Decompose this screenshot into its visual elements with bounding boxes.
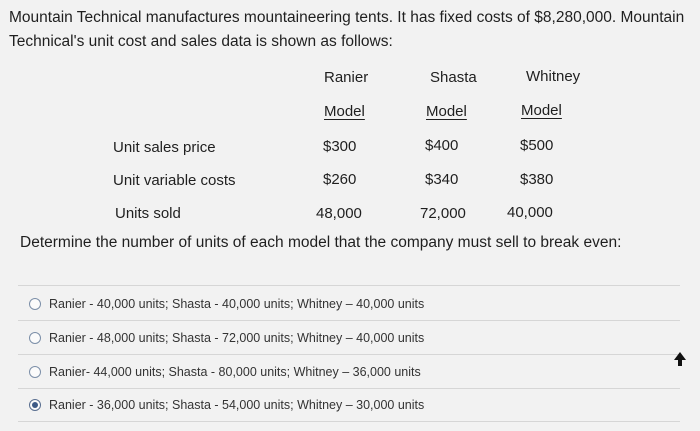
answer-option-1[interactable] xyxy=(29,297,424,311)
col-subheader-whitney: Model xyxy=(521,102,562,119)
radio-unselected-icon[interactable] xyxy=(29,332,41,344)
cell-price-shasta: $400 xyxy=(425,137,459,154)
cell-varcost-shasta: $340 xyxy=(425,171,459,188)
col-subheader-shasta: Model xyxy=(426,103,467,120)
divider xyxy=(18,320,680,321)
col-header-shasta: Shasta xyxy=(430,69,477,86)
cell-units-ranier: 48,000 xyxy=(316,205,362,222)
divider xyxy=(18,285,680,286)
col-header-whitney: Whitney xyxy=(526,68,581,85)
cell-varcost-ranier: $260 xyxy=(323,171,357,188)
cell-units-whitney: 40,000 xyxy=(507,204,553,221)
problem-intro: Mountain Technical manufactures mountaineering tents. It has fixed costs of $8,280,000. Mountain Technical's unit cost and sales data is shown as follows: xyxy=(9,9,685,50)
question-text: Determine the number of units of each model that the company must sell to break even: xyxy=(20,234,622,251)
radio-unselected-icon[interactable] xyxy=(29,298,41,310)
answer-option-2[interactable] xyxy=(29,331,424,345)
divider xyxy=(18,421,680,422)
mouse-pointer-icon xyxy=(674,352,686,366)
row-label-unit-variable-costs: Unit variable costs xyxy=(113,172,236,189)
divider xyxy=(18,354,680,355)
answer-option-4[interactable] xyxy=(29,398,424,412)
answer-option-3[interactable] xyxy=(29,365,421,379)
cell-units-shasta: 72,000 xyxy=(420,205,466,222)
radio-selected-icon[interactable] xyxy=(29,399,41,411)
divider xyxy=(18,388,680,389)
cell-price-whitney: $500 xyxy=(520,137,554,154)
row-label-unit-sales-price: Unit sales price xyxy=(113,139,216,156)
answer-option-label: Ranier - 36,000 units; Shasta - 54,000 units; Whitney – 30,000 units xyxy=(49,398,425,412)
answer-option-label: Ranier - 40,000 units; Shasta - 40,000 units; Whitney – 40,000 units xyxy=(49,297,425,311)
cell-price-ranier: $300 xyxy=(323,138,357,155)
cell-varcost-whitney: $380 xyxy=(520,171,554,188)
answer-option-label: Ranier - 48,000 units; Shasta - 72,000 units; Whitney – 40,000 units xyxy=(49,331,425,345)
col-header-ranier: Ranier xyxy=(324,69,369,86)
answer-option-label: Ranier- 44,000 units; Shasta - 80,000 units; Whitney – 36,000 units xyxy=(49,365,421,379)
col-subheader-ranier: Model xyxy=(324,103,365,120)
row-label-units-sold: Units sold xyxy=(115,205,181,222)
radio-unselected-icon[interactable] xyxy=(29,366,41,378)
